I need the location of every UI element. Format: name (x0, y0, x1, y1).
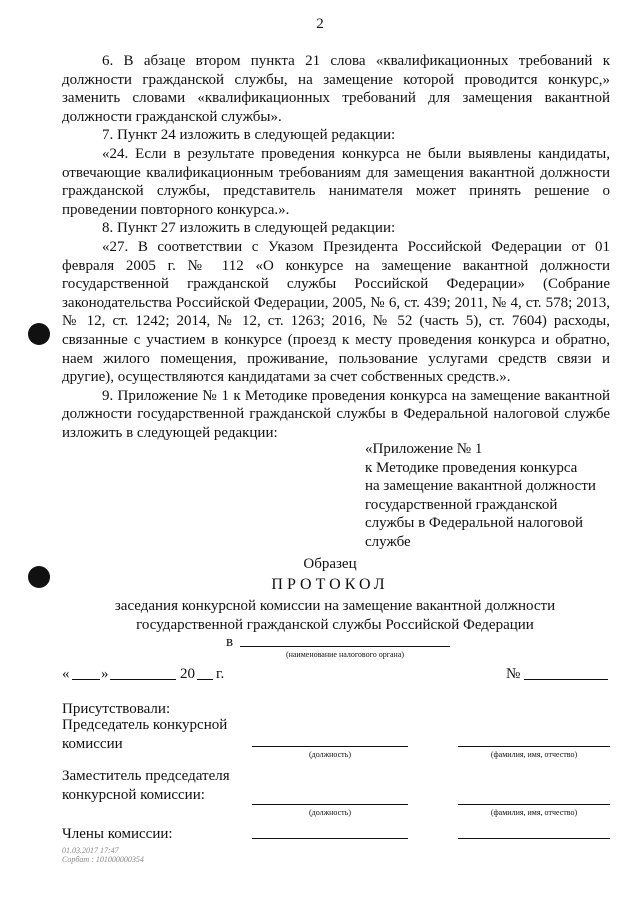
protocol-subtitle-line: заседания конкурсной комиссии на замещение вакантной должности (114, 598, 556, 614)
date-year-line (197, 679, 213, 680)
members-fullname-line (458, 838, 610, 839)
chairman-position-line (252, 746, 408, 747)
print-stamp-line: 01.03.2017 17:47 (62, 846, 119, 855)
tax-body-line (240, 646, 450, 647)
protocol-subtitle (0, 597, 640, 634)
date-day-line (72, 679, 100, 680)
fullname-caption: (фамилия, имя, отчество) (490, 750, 578, 759)
number-sign: № (506, 666, 521, 682)
protocol-title: ПРОТОКОЛ (271, 576, 389, 593)
chairman-label (62, 716, 227, 753)
paragraph-24: «24. Если в результате проведения конкурса не были выявлены кандидаты, отвечающие квалификационным требованиям для замещения вакантной должности гражданской службы, представитель нанимателя может принять решение о проведении повторного конкурса.». (62, 145, 610, 218)
paragraph-27: «27. В соответствии с Указом Президента Российской Федерации от 01 февраля 2005 г. № 112 «О конкурсе на замещение вакантной должности государственной гражданской службы Российской Федерации» (Собрание законодательства Российской Федерации, 2005, № 6, ст. 439; 2011, № 4, ст. 578; 2013, № 12, ст. 1242; 2014, № 12, ст. 1263; 2016, № 52 (часть 5), ст. 7604) расходы, связанные с участием в конкурсе (проезд к месту проведения конкурса и обратно, наем жилого помещения, проживание, пользование услугами средств связи и другие), осуществляются кандидатами за счет собственных средств.». (62, 238, 610, 386)
appendix-line: к Методике проведения конкурса (365, 459, 578, 476)
tax-body-caption: (наименование налогового органа) (285, 650, 405, 659)
appendix-line: «Приложение № 1 (365, 441, 483, 457)
paragraph-7: 7. Пункт 24 изложить в следующей редакции: (102, 127, 396, 144)
appendix-heading (365, 440, 610, 552)
in-prefix: в (226, 634, 234, 650)
date-month-line (110, 679, 176, 680)
members-label: Члены комиссии: (62, 826, 173, 842)
punch-hole-icon (28, 323, 50, 345)
number-line (524, 679, 608, 680)
appendix-line: на замещение вакантной должности (365, 478, 596, 495)
protocol-subtitle-line: государственной гражданской службы Российской Федерации (136, 616, 534, 633)
paragraph-9: 9. Приложение № 1 к Методике проведения конкурса на замещение вакантной должности государственной гражданской службы в Федеральной налоговой службе изложить в следующей редакции: (62, 387, 610, 441)
appendix-line: государственной гражданской (365, 496, 558, 513)
present-label: Присутствовали: (62, 701, 171, 717)
chairman-label-line: Председатель конкурсной (62, 717, 228, 733)
members-position-line (252, 838, 408, 839)
chairman-fullname-line (458, 746, 610, 747)
fullname-caption: (фамилия, имя, отчество) (490, 808, 578, 817)
deputy-label (62, 767, 230, 804)
date-year: 20 (180, 666, 195, 682)
body-text (62, 52, 610, 442)
sample-label: Образец (303, 556, 357, 572)
paragraph-6: 6. В абзаце втором пункта 21 слова «квалификационных требований к должности гражданской службы, на замещение которой проводится конкурс,» заменить словами «квалификационных требований для замещения вакантной должности гражданской службы». (62, 53, 610, 125)
appendix-line: службы в Федеральной налоговой (365, 515, 584, 532)
deputy-fullname-line (458, 804, 610, 805)
date-close-quote: » (101, 666, 109, 682)
appendix-line: службе (365, 533, 411, 550)
date-open-quote: « (62, 666, 70, 682)
deputy-position-line (252, 804, 408, 805)
date-suffix: г. (216, 666, 225, 682)
print-stamp (62, 846, 144, 864)
deputy-label-line: конкурсной комиссии: (62, 786, 205, 803)
paragraph-8: 8. Пункт 27 изложить в следующей редакции: (102, 220, 396, 237)
chairman-label-line: комиссии (62, 735, 123, 752)
print-stamp-line: Сорбат : 101000000354 (62, 855, 144, 864)
position-caption: (должность) (309, 808, 351, 817)
page-number: 2 (316, 16, 324, 32)
deputy-label-line: Заместитель председателя (62, 768, 230, 784)
position-caption: (должность) (309, 750, 351, 759)
